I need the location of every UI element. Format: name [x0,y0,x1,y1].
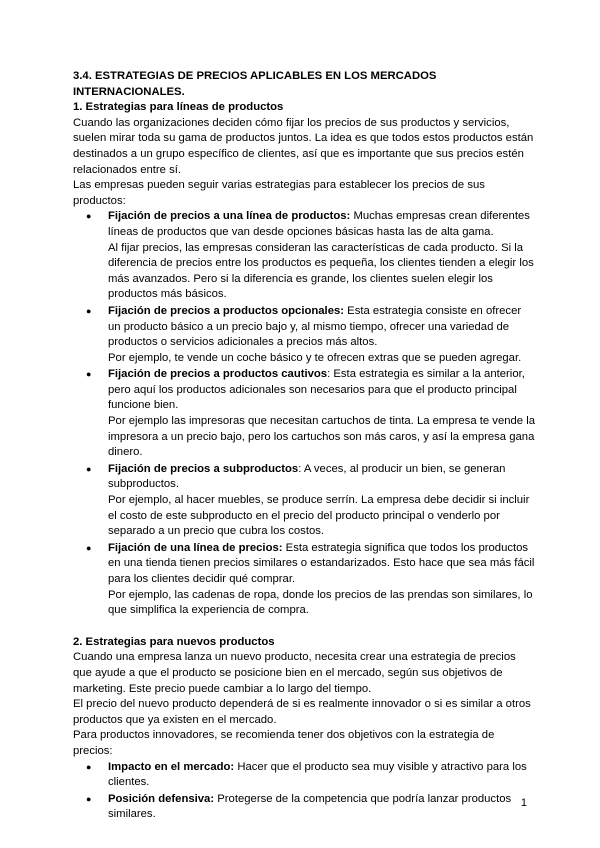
section1-strategy-list [73,209,535,618]
section-spacer [73,620,535,635]
section2-paragraph-1: Cuando una empresa lanza un nuevo producto, necesita crear una estrategia de precios que ayude a que el producto se posicione bien en el mercado, según sus objetivos de marketing. Este precio puede cambiar a lo largo del tiempo. [73,651,516,695]
list-item-extra: Por ejemplo, te vende un coche básico y te ofrecen extras que se pueden agregar. [108,351,522,364]
section2-objectives-list [73,760,535,823]
list-item-term: Fijación de precios a subproductos [108,462,299,475]
list-item-extra: Por ejemplo, las cadenas de ropa, donde los precios de las prendas son similares, lo que simplifica la experiencia de compra. [108,588,533,617]
list-item-text: : A veces, al producir un bien, se generan subproductos. [108,462,506,491]
list-item-term: Impacto en el mercado: [108,760,235,773]
list-item-extra: Por ejemplo, al hacer muebles, se produce serrín. La empresa debe decidir si incluir el costo de este subproducto en el precio del producto principal o venderlo por separado a un precio que cubra los costos. [108,494,530,538]
section1-intro-paragraph-2: Las empresas pueden seguir varias estrategias para establecer los precios de sus productos: [73,179,485,207]
section1-heading: 1. Estrategias para líneas de productos [73,101,284,114]
list-item-term: Posición defensiva: [108,792,215,805]
section2-heading: 2. Estrategias para nuevos productos [73,635,275,648]
list-item [108,541,535,619]
list-item [108,209,535,303]
list-item-term: Fijación de una línea de precios: [108,541,283,554]
list-item-extra: Por ejemplo las impresoras que necesitan cartuchos de tinta. La empresa te vende la impresora a un precio bajo, pero los cartuchos son más caros, y así la empresa gana dinero. [108,415,536,459]
section2-paragraph-3: Para productos innovadores, se recomienda tener dos objetivos con la estrategia de precios: [73,729,495,757]
list-item-text: Protegerse de la competencia que podría lanzar productos similares. [108,792,512,821]
list-item-text: Hacer que el producto sea muy visible y atractivo para los clientes. [108,760,527,789]
list-item [108,792,535,823]
document-page [73,69,535,824]
list-item-extra: Al fijar precios, las empresas consideran las características de cada producto. Si la diferencia de precios entre los productos es pequeña, los clientes tienden a elegir los más avanzados. Pero si la diferencia es grande, los clientes suelen elegir los productos más básicos. [108,241,534,301]
list-item-text: : Esta estrategia es similar a la anterior, pero aquí los productos adicionales son necesarios para que el producto principal funcione bien. [108,368,525,412]
document-title: 3.4. ESTRATEGIAS DE PRECIOS APLICABLES EN LOS MERCADOS INTERNACIONALES. [73,70,437,98]
list-item [108,304,535,366]
section2-paragraph-2: El precio del nuevo producto dependerá de si es realmente innovador o si es similar a otros productos que ya existen en el mercado. [73,698,531,726]
section1-intro-paragraph: Cuando las organizaciones deciden cómo fijar los precios de sus productos y servicios, suelen mirar toda su gama de productos juntos. La idea es que todos estos productos están destinados a un grupo específico de clientes, así que es importante que sus precios estén relacionados entre sí. [73,116,534,176]
list-item [108,367,535,461]
list-item-text: Esta estrategia significa que todos los productos en una tienda tienen precios similares o estandarizados. Esto hace que sea más fácil para los clientes decidir qué comprar. [108,541,535,585]
list-item-term: Fijación de precios a productos cautivos [108,368,328,381]
list-item [108,462,535,540]
list-item-text: Muchas empresas crean diferentes líneas de productos que van desde opciones básicas hasta las de alta gama. [108,210,530,238]
list-item [108,760,535,791]
list-item-term: Fijación de precios a una línea de productos: [108,210,351,223]
list-item-text: Esta estrategia consiste en ofrecer un producto básico a un precio bajo y, al mismo tiempo, ofrecer una variedad de productos o servicios adicionales a precios más altos. [108,304,522,349]
page-number: 1 [520,797,527,809]
list-item-term: Fijación de precios a productos opcionales: [108,304,345,317]
